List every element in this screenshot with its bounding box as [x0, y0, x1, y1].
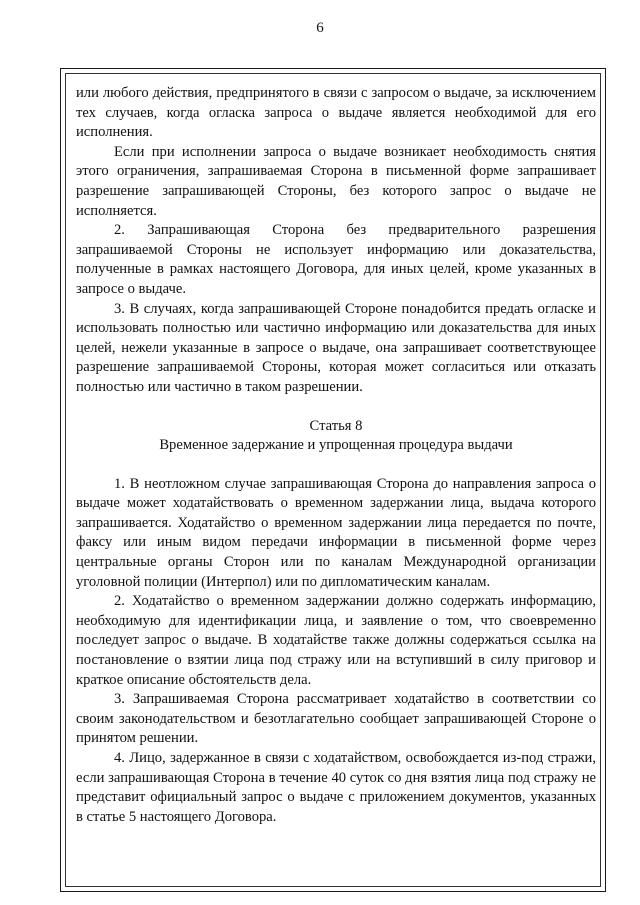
paragraph: 3. В случаях, когда запрашивающей Стороне понадобится предать огласке и использовать полностью или частично информацию или доказательства для иных целей, нежели указанные в запросе о выдаче, она запрашивает соответствующее разрешение запрашиваемой Стороны, которая может согласиться или отказать полностью или частично в таком разрешении. [76, 300, 596, 395]
paragraph-continuation: или любого действия, предпринятого в связи с запросом о выдаче, за исключением тех случаев, когда огласка запроса о выдаче является необходимой для его исполнения. [76, 85, 596, 141]
document-body [76, 84, 596, 827]
page-number: 6 [316, 20, 324, 36]
paragraph: 3. Запрашиваемая Сторона рассматривает ходатайство в соответствии со своим законодательством и безотлагательно сообщает запрашивающей Стороне о принятом решении. [76, 691, 596, 747]
article-title: Временное задержание и упрощенная процедура выдачи [159, 437, 513, 454]
paragraph: 1. В неотложном случае запрашивающая Сторона до направления запроса о выдаче может ходатайствовать о временном задержании лица, выдача которого запрашивается. Ходатайство о временном задержании лица передается по почте, факсу или иным видом передачи информации в письменной форме через центральные органы Сторон или по каналам Международной организации уголовной полиции (Интерпол) или по дипломатическим каналам. [76, 475, 596, 590]
article-heading: Статья 8 [309, 417, 363, 434]
paragraph: Если при исполнении запроса о выдаче возникает необходимость снятия этого ограничения, запрашиваемая Сторона в письменной форме запрашивает разрешение запрашивающей Стороны, без которого запрос о выдаче не исполняется. [76, 143, 596, 219]
paragraph: 2. Запрашивающая Сторона без предварительного разрешения запрашиваемой Стороны не использует информацию или доказательства, полученные в рамках настоящего Договора, для иных целей, кроме указанных в запросе о выдаче. [76, 222, 596, 297]
paragraph: 4. Лицо, задержанное в связи с ходатайством, освобождается из-под стражи, если запрашивающая Сторона в течение 40 суток со дня взятия лица под стражу не представит официальный запрос о выдаче с приложением документов, указанных в статье 5 настоящего Договора. [76, 750, 596, 825]
paragraph: 2. Ходатайство о временном задержании должно содержать информацию, необходимую для идентификации лица, и заявление о том, что своевременно последует запрос о выдаче. В ходатайстве также должны содержаться ссылка на постановление о взятии лица под стражу или на вступивший в силу приговор и краткое описание обстоятельств дела. [76, 593, 596, 688]
